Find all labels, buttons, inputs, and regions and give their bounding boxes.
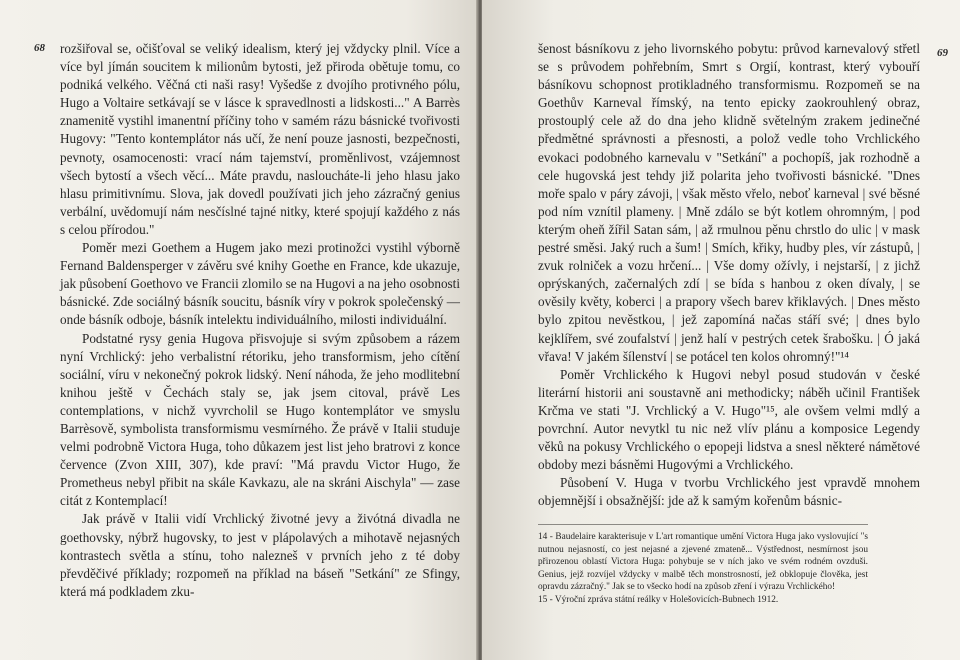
page-number-left: 68 <box>34 42 45 54</box>
page-number-right: 69 <box>937 47 948 59</box>
right-page <box>482 0 960 660</box>
footnotes <box>538 524 868 606</box>
paragraph: Jak právě v Italii vidí Vrchlický životné jevy a živótná divadla ne goethovsky, nýbrž hugovsky, to jest v plápolavých a mihotavě nejasných kontrastech světla a stínu, toho nalezneš v prvních jeho z té doby převděčivé příklady; rozpomeň na příklad na báseň "Setkání" ze Sfingy, která má podkladem zku- <box>60 511 460 599</box>
left-page <box>0 0 478 660</box>
paragraph: Poměr mezi Goethem a Hugem jako mezi protinožci vystihl výborně Fernand Baldensperger v závěru své knihy Goethe en France, kde ukazuje, jak působení Goethovo ve Francii zlomilo se na Hugovi a na jeho osobnosti básnické. Zde sociálný básník soucitu, básník víry v pokrok společenský — onde básník odboje, básník intelektu individuálního, milosti individuální. <box>60 240 460 328</box>
paragraph: Působení V. Huga v tvorbu Vrchlického jest vpravdě mnohem objemnější i obsažnější: jde až k samým kořenům básnic- <box>538 475 920 509</box>
footnote: 14 - Baudelaire karakterisuje v L'art romantique umění Victora Huga jako vyslovující "s nutnou nejasností, co jest nejasné a zjevené zmateně... Výstřednost, nesmírnost jsou přirozenou oblastí Victora Huga: pohybuje se v ních jako ve svém rodném ovzduši. Genius, jejž rozvíjel vždycky v malbě těch monstrosností, jež obklopuje člověka, jest opravdu zázračný." Jak se to všecko hodí na způsob zření i výrazu Vrchlického! <box>538 532 868 593</box>
footnote: 15 - Výroční zpráva státní reálky v Holešovicích-Bubnech 1912. <box>538 595 779 606</box>
right-page-text <box>538 40 920 510</box>
paragraph: rozšiřoval se, očišťoval se veliký idealism, který jej vždycky plnil. Více a více byl jímán soucitem k milionům bytosti, jež přiroda obětuje tomu, co podniká velkého. Věčná cti naši rasy! Vyšedše z dvojího protivného pólu, Hugo a Voltaire setkávají se v lásce k spravedlnosti a lidskosti..." A Barrès znamenitě vystihl imanentní příčiny toho v samém rázu básnické tvořivosti Hugovy: "Tento kontemplátor nás učí, že není pouze jasnosti, bezpečnosti, pevnoty, osamocenosti: vrací nám tajemství, proměnlivost, vzájemnost všech bytostí a všech věcí... Máte pravdu, nasloucháte-li jeho hlasu jako hlasu primitivnímu. Slova, jak dovedl používati jich jeho zázračný genius verbální, uvědomují nám nesčíslné tajné nitky, které spojují každého z nás s celou přírodou." <box>60 41 460 237</box>
paragraph: šenost básníkovu z jeho livornského pobytu: průvod karnevalový střetl se s průvodem pohřebním, Smrt s Orgií, kontrast, který vybouří básníkovu schopnost protikladného transformismu. Rozpomeň se na Goethův Karneval římský, na tento epicky zaokrouhlený obraz, prostouplý cele až do dna jeho klidně světelným zrakem jedinečné předmětné správnosti a přesnosti, a polož vedle toho Vrchlického evokaci podobného karnevalu v "Setkání" a pochopíš, jak rozhodně a cele hugovská jest tehdy již polarita jeho tvořivosti básnické. "Dnes moře spalo v páry závoji, | však město vřelo, neboť karneval | své běsné pod ním vznítil plameny. | Mně zdálo se být kotlem ohromným, | pod kterým oheň žířil Satan sám, | až rmulnou pěnu chrstlo do ulic | v mask pestré směsi. Jaký ruch a šum! | Smích, křiky, hudby ples, vír zástupů, | zvuk rolniček a vozu hrčení... | Vše domy ožívly, i nejstarší, | z jichž oprýskaných, začernalých zdí | se bída s hanbou z oken dívaly, | se ověsily květy, koberci | a prapory všech barev křiklavých. | Dnes město bylo zpitou nevěstkou, | jež zapomíná načas stáří své; | dnes bylo kejklířem, své zoufalství | jenž halí v pestrých cetek šrabošku. | Ó jaká vřava! V jakém šílenství | se potácel ten kolos ohromný!"¹⁴ <box>538 41 920 364</box>
paragraph: Podstatné rysy genia Hugova přisvojuje si svým způsobem a rázem nyní Vrchlický: jeho verbalistní rétoriku, jeho transformism, jeho cítění sociální, víru v nekonečný pokrok lidský. Není náhoda, že jeho modlitební knihou ještě v Čechách staly se, jak jsem citoval, právě Les contemplations, v nichž vyvrcholil se Hugo kontemplátor ve smyslu Barrèsově, symbolista transformismu vesmírného. Že právě v Italii studuje velmi podrobně Victora Huga, toho důkazem jest list jeho bratrovi z konce července (Zvon XIII, 307), kde praví: "Má pravdu Victor Hugo, že Prometheus nebyl přibit na skále Kavkazu, ale na skráni Aischyla" — zase citát z Kontemplací! <box>60 330 460 509</box>
paragraph: Poměr Vrchlického k Hugovi nebyl posud studován v české literární historii ani soustavně ani methodicky; náběh učinil František Krčma ve stati "J. Vrchlický a V. Hugo"¹⁵, ale ovšem velmi mdlý a povrchní. Autor nevytkl tu nic než vlív plánu a komposice Legendy věků na pokusy Vrchlického o epopeji lidstva a snesl některé námětové obdoby mezi básněmi Hugovými a Vrchlického. <box>538 366 920 473</box>
left-page-text <box>60 40 460 601</box>
